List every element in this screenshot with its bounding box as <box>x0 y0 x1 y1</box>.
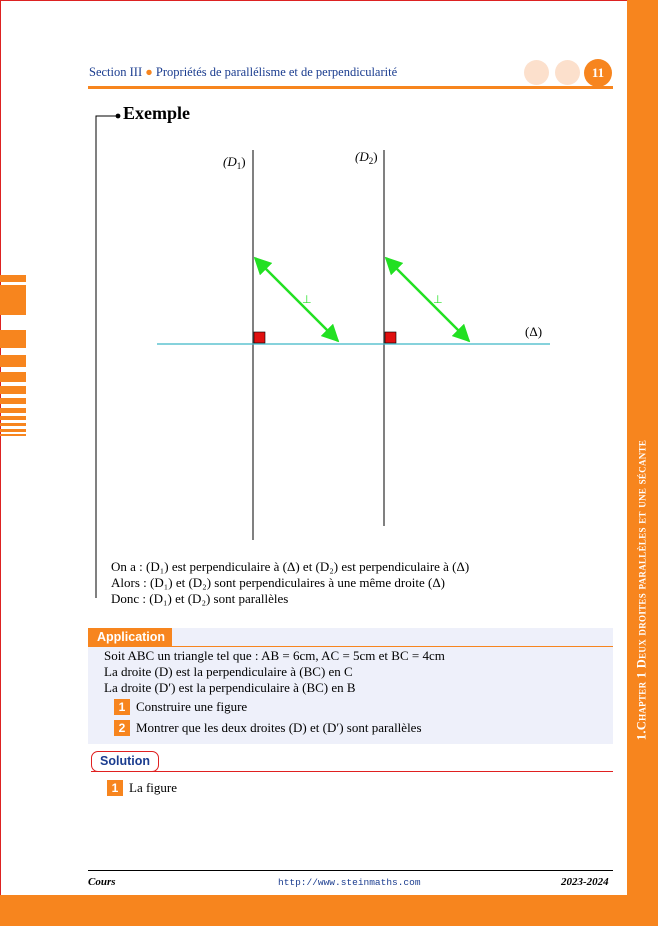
solution-rule <box>91 771 613 772</box>
label-d1: $(D_1)$ <box>223 154 246 171</box>
solution-text: La figure <box>129 780 178 795</box>
exemple-heading: Exemple <box>123 103 190 123</box>
task-number: 2 <box>114 720 130 736</box>
solution-number: 1 <box>107 780 123 796</box>
bullet-icon: ● <box>145 65 153 79</box>
perpendicular-symbol: ⊥ <box>433 293 443 306</box>
conclusion-line-3: Donc : (D₁) et (D₂) sont parallèles <box>111 591 289 606</box>
label-d2: $(D_2)$ <box>355 149 378 166</box>
application-label: Application <box>88 628 172 646</box>
right-angle-marker <box>254 332 265 343</box>
section-number: Section III <box>89 65 143 79</box>
section-title: Propriétés de parallélisme et de perpendicularité <box>155 65 398 79</box>
exemple-bracket <box>96 116 116 598</box>
application-rule <box>88 646 613 647</box>
perpendicular-arrow <box>255 258 338 341</box>
application-line-2: La droite (D) est la perpendiculaire à (BC) en C <box>104 664 353 679</box>
right-angle-marker <box>385 332 396 343</box>
bullet-icon <box>116 114 121 119</box>
label-delta: (Δ) <box>525 324 543 339</box>
footer-left: Cours <box>88 876 116 888</box>
conclusion-line-2: Alors : (D₁) et (D₂) sont perpendiculaires à une même droite (Δ) <box>111 575 446 590</box>
page-number: 11 <box>584 59 612 87</box>
chapter-vertical-title: 1.Chapter 1 Deux droites parallèles et une sécante <box>634 439 649 741</box>
application-line-1: Soit ABC un triangle tel que : AB = 6cm, AC = 5cm et BC = 4cm <box>104 648 445 663</box>
application-line-3: La droite (D′) est la perpendiculaire à (BC) en B <box>104 680 356 695</box>
footer-rule <box>88 870 613 871</box>
footer-url-link[interactable]: http://www.steinmaths.com <box>278 877 421 888</box>
task-text: Construire une figure <box>136 699 248 714</box>
task-number: 1 <box>114 699 130 715</box>
conclusion-line-1: On a : (D₁) est perpendiculaire à (Δ) et (D₂) est perpendiculaire à (Δ) <box>111 559 470 574</box>
perpendicular-symbol: ⊥ <box>302 293 312 306</box>
task-text: Montrer que les deux droites (D) et (D′) sont parallèles <box>136 720 422 735</box>
solution-label: Solution <box>91 751 159 772</box>
perpendicular-arrow <box>386 258 469 341</box>
footer-year: 2023-2024 <box>561 876 609 888</box>
